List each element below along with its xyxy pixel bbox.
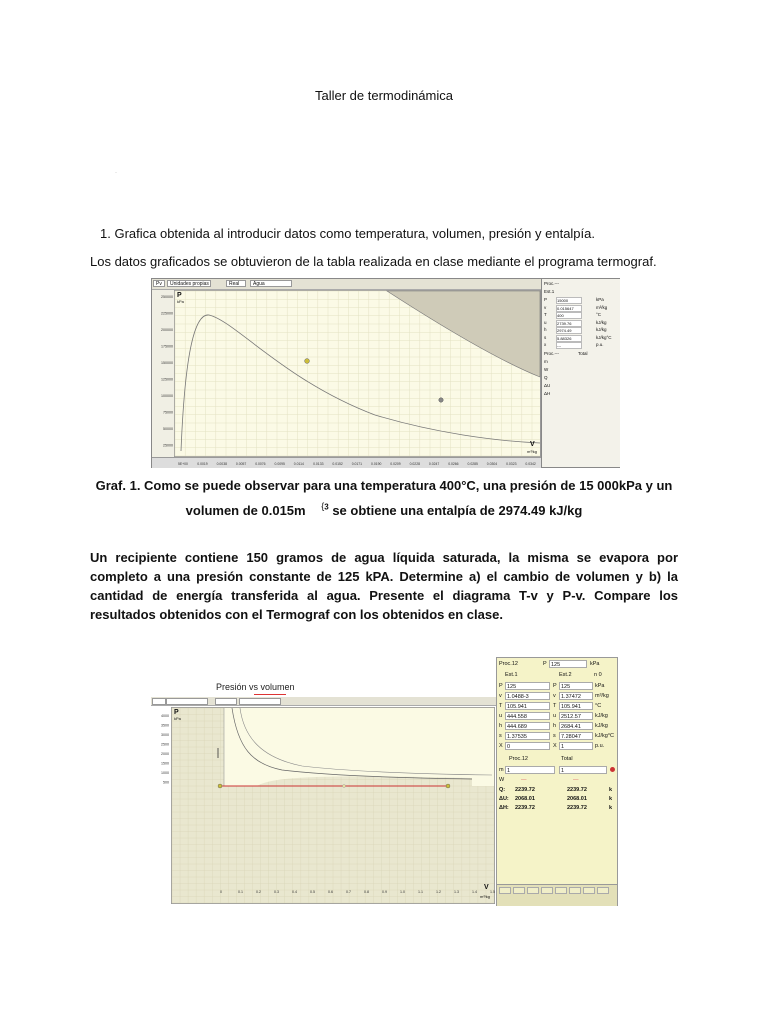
termograf-screenshot-1 (151, 278, 620, 468)
property-symbol: x (544, 342, 547, 347)
property-unit: kJ/kg (596, 319, 607, 325)
mode-select[interactable]: Pv (153, 280, 165, 287)
property-symbol: v (544, 304, 547, 310)
property-unit: °C (596, 312, 602, 317)
property-symbol-2: h (499, 723, 503, 729)
state1-value[interactable]: 444.558 (505, 712, 550, 720)
property-symbol: T (544, 312, 547, 317)
property-value[interactable]: 400 (556, 312, 582, 319)
property-unit-2: °C (595, 703, 602, 709)
result-value-1: 2068.01 (515, 796, 535, 802)
state1-value[interactable]: 125 (505, 682, 550, 690)
substance-select[interactable]: Agua (250, 280, 292, 287)
x-tick-label: 0.0076 (255, 462, 266, 466)
y-tick-label: 125000 (161, 377, 173, 382)
p-input[interactable]: 125 (549, 660, 587, 668)
state2-value[interactable]: 125 (559, 682, 593, 690)
mid-point (343, 785, 346, 788)
x-tick-label-2: 1.0 (400, 890, 405, 894)
mode-select-2[interactable] (152, 698, 166, 705)
y-axis-ticks-2 (151, 709, 171, 899)
x-tick-label-2: 0.9 (382, 890, 387, 894)
property-unit-2: kJ/kg°C (595, 733, 615, 739)
proc-select-2[interactable]: Proc.--- (544, 351, 559, 356)
state1-value[interactable]: 0 (505, 742, 550, 750)
pv-plot-area[interactable] (174, 290, 541, 457)
state1-value[interactable]: 444.689 (505, 722, 550, 730)
property-symbol-2b: P (553, 683, 557, 689)
x-tick-label: 0.0228 (409, 462, 420, 466)
proc12-label: Proc.12 (509, 756, 528, 762)
x-tick-label-2: 1.5 (490, 890, 495, 894)
property-unit-2: p.u. (595, 743, 605, 749)
property-symbol-2: s (499, 733, 502, 739)
properties-panel-2: Proc.12 P 125 kPa Est.1 Est.2 n 0 P 125 P 125 kPa v 1.0488-3 v 1.37472 m³/kg T 105.941 T 105.941 °C u 444.558 u 2512.57 kJ/kg h 444.689 h 2684.41 kJ/kg s 1.37535 s 7.28047 kJ/kg°C X 0 X 1 p.u. Proc.12 Total m 1 1 W — — Q: 2239.72 2239.72 k ΔU: 2068.01 2068.01 k ΔH: 2239.72 2239.72 k (496, 657, 618, 906)
property-symbol-2: X (499, 743, 503, 749)
x-tick-label: 0.0019 (197, 462, 208, 466)
flow-label: ΔU (544, 383, 551, 388)
tab-5[interactable] (555, 887, 567, 894)
x-tick-label-2: 0.5 (310, 890, 315, 894)
tab-7[interactable] (583, 887, 595, 894)
tab-3[interactable] (527, 887, 539, 894)
property-symbol-2b: u (553, 713, 557, 719)
y-tick-label: 200000 (161, 328, 173, 332)
x-tick-label-2: 0 (220, 890, 222, 894)
y-tick-label-2: 2500 (161, 742, 169, 747)
property-unit: kPa (596, 297, 604, 302)
result-label: Q: (499, 787, 506, 793)
y-tick-label-2: 3000 (161, 733, 169, 737)
model-select[interactable]: Real (226, 280, 246, 287)
y-tick-label-2: 1000 (161, 771, 169, 775)
w-label: W (499, 777, 505, 783)
p-unit: kPa (590, 661, 600, 667)
y-axis-ticks (154, 292, 174, 456)
x-tick-label: 0.0133 (313, 462, 324, 466)
result-label: ΔU: (499, 796, 509, 802)
state-1-label: Est.1 (505, 672, 518, 678)
p-axis-label-2: P (174, 709, 179, 716)
tab-2[interactable] (513, 887, 525, 894)
x-axis-strip[interactable] (152, 457, 541, 468)
pv-chart-svg-2 (172, 708, 494, 903)
x-tick-label: 0.0285 (467, 462, 478, 466)
v-axis-label: V (530, 441, 535, 448)
property-unit: m³/kg (596, 304, 608, 310)
p-axis-label: P (177, 292, 182, 299)
x-tick-label-2: 0.4 (292, 890, 297, 894)
state2-value[interactable]: 7.28047 (559, 732, 593, 740)
property-symbol-2: P (499, 683, 503, 689)
state1-value[interactable]: 105.941 (505, 702, 550, 710)
screenshot1-toolbar (152, 279, 541, 290)
spellcheck-underline (254, 694, 286, 695)
state2-value[interactable]: 1 (559, 742, 593, 750)
x-tick-label: 0.0038 (216, 462, 227, 466)
paragraph-data-source: Los datos graficados se obtuvieron de la tabla realizada en clase mediante el programa termograf. (90, 254, 657, 269)
state-label: Est.1 (544, 289, 555, 294)
property-symbol-2b: T (553, 703, 557, 709)
y-tick-label: 250000 (161, 295, 173, 299)
x-tick-label: 0.0190 (371, 462, 382, 466)
y-tick-label-2: 1500 (161, 761, 169, 766)
tab-1[interactable] (499, 887, 511, 894)
property-value[interactable]: 2739.76 (556, 320, 582, 327)
flow-label: W (544, 367, 549, 372)
x-tick-label: 0.0095 (274, 462, 285, 466)
stray-mark: · (115, 170, 117, 176)
total-label-2: Total (561, 756, 573, 762)
property-symbol: u (544, 319, 547, 325)
result-unit: k (609, 796, 613, 802)
y-tick-label: 175000 (161, 344, 173, 349)
state2-value[interactable]: 2512.57 (559, 712, 593, 720)
p-axis-unit: kPa (177, 299, 184, 304)
property-unit: kJ/kg (596, 327, 607, 332)
warning-icon[interactable] (610, 767, 615, 772)
caption-line-1: Graf. 1. Como se puede observar para una temperatura 400°C, una presión de 15 000kPa y un (95, 478, 673, 493)
flow-label: Q (544, 375, 548, 380)
x-tick-label-2: 1.4 (472, 890, 477, 894)
property-unit-2: m³/kg (595, 693, 609, 699)
x-tick-label: 0.0171 (351, 462, 363, 466)
x-tick-label: 0.0057 (235, 462, 247, 466)
total-label: Total (578, 351, 588, 356)
property-symbol: s (544, 334, 547, 340)
y-tick-label-2: 500 (163, 780, 169, 785)
x-tick-label: 0.0209 (390, 462, 401, 466)
result-unit: k (609, 805, 613, 811)
flow-label: ΔH (544, 391, 551, 396)
y-tick-label: 150000 (161, 361, 173, 365)
n-label: n 0 (594, 672, 602, 678)
y-tick-label: 100000 (161, 394, 173, 398)
property-unit-2: kJ/kg (595, 713, 608, 719)
y-tick-label-2: 4000 (161, 714, 169, 718)
property-unit-2: kJ/kg (595, 723, 608, 729)
property-symbol: P (544, 297, 548, 302)
property-symbol-2b: s (553, 733, 556, 739)
units-select-2[interactable] (166, 698, 208, 705)
x-tick-label-2: 0.1 (238, 890, 243, 894)
pv-plot-area-2[interactable] (171, 707, 495, 904)
state2-value[interactable]: 1.37472 (559, 692, 593, 700)
proc-select[interactable]: Proc.--- (544, 281, 559, 286)
x-tick-label-2: 1.1 (418, 890, 423, 894)
x-tick-label: 0.0304 (486, 462, 498, 466)
v-axis-label-2: V (484, 884, 489, 891)
property-unit: p.u. (596, 342, 604, 347)
p-label: P (543, 661, 547, 667)
property-value[interactable]: 2974.49 (556, 327, 582, 334)
y-tick-label: 50000 (163, 427, 173, 431)
result-value-2: 2239.72 (567, 787, 587, 793)
caption-line-2: volumen de 0.015m $^{\{3}$ se obtiene una entalpía de 2974.49 kJ/kg (185, 501, 583, 518)
result-label: ΔH: (499, 805, 509, 811)
x-tick-label: 5E+00 (178, 462, 188, 466)
p-axis-unit-2: kPa (174, 716, 181, 721)
model-select-2[interactable] (215, 698, 237, 705)
property-symbol-2: T (499, 703, 503, 709)
result-value-1: 2239.72 (515, 787, 535, 793)
caption-line-2-end: se obtiene una entalpía de 2974.49 kJ/kg (332, 503, 583, 518)
figure-caption (90, 476, 678, 521)
state1-value[interactable]: 1.37535 (505, 732, 550, 740)
state-2-point (446, 784, 450, 788)
property-symbol-2b: v (553, 693, 556, 699)
x-tick-label-2: 0.7 (346, 890, 351, 894)
state-point-2 (439, 398, 443, 402)
state2-value[interactable]: 105.941 (559, 702, 593, 710)
x-tick-label-2: 0.8 (364, 890, 369, 894)
state-point-1 (305, 359, 310, 364)
tab-6[interactable] (569, 887, 581, 894)
property-unit-2: kPa (595, 683, 605, 689)
property-symbol-2b: h (553, 723, 557, 729)
property-value[interactable]: --- (556, 342, 582, 349)
x-tick-label: 0.0342 (525, 462, 536, 466)
x-tick-label-2: 1.3 (454, 890, 459, 894)
units-select[interactable]: Unidades propias (167, 280, 211, 287)
caption-superscript: 3 (324, 502, 329, 512)
state2-value[interactable]: 2684.41 (559, 722, 593, 730)
property-value[interactable]: 5.88326 (556, 335, 582, 342)
y-tick-label: 25000 (163, 443, 173, 448)
caption-line-2-start: volumen de 0.015m (185, 503, 306, 518)
flow-label: m (544, 359, 548, 364)
document-title: Taller de termodinámica (314, 88, 453, 103)
m-input-2[interactable]: 1 (559, 766, 607, 774)
termograf-screenshot-2 (151, 657, 496, 904)
list-item-1: 1. Grafica obtenida al introducir datos como temperatura, volumen, presión y entalpía. (100, 226, 595, 241)
screenshot2-toolbar (151, 697, 496, 706)
property-value[interactable]: 0.015647 (556, 305, 582, 312)
v-axis-unit: m³/kg (527, 449, 537, 454)
property-unit: kJ/kg°C (596, 334, 612, 340)
property-value[interactable]: 15000 (556, 297, 582, 304)
supercritical-region (387, 291, 540, 377)
y-tick-label: 75000 (163, 410, 173, 415)
proc-label: Proc.12 (499, 661, 518, 667)
state-1-point (218, 784, 222, 788)
chart-title: Presión vs volumen (216, 682, 295, 692)
property-symbol: h (544, 327, 547, 332)
state-2-label: Est.2 (559, 672, 572, 678)
x-tick-label-2: 1.2 (436, 890, 441, 894)
result-value-2: 2068.01 (567, 796, 587, 802)
x-tick-label: 0.0266 (448, 462, 459, 466)
property-symbol-2b: X (553, 743, 557, 749)
result-value-2: 2239.72 (567, 805, 587, 811)
x-tick-label-2: 0.3 (274, 890, 279, 894)
y-tick-label-2: 3500 (161, 723, 169, 728)
substance-select-2[interactable] (239, 698, 281, 705)
x-tick-label: 0.0114 (293, 462, 304, 466)
pv-chart-svg (175, 291, 540, 456)
x-tick-label: 0.0323 (506, 462, 517, 466)
panel-tabs (497, 884, 617, 906)
state1-value[interactable]: 1.0488-3 (505, 692, 550, 700)
x-tick-label: 0.0247 (428, 462, 440, 466)
x-tick-label-2: 0.2 (256, 890, 261, 894)
x-tick-label-2: 0.6 (328, 890, 333, 894)
y-tick-label: 225000 (161, 311, 173, 316)
properties-panel-1 (541, 279, 620, 467)
v-axis-unit-2: m³/kg (480, 894, 490, 899)
problem-statement: Un recipiente contiene 150 gramos de agua líquida saturada, la misma se evapora por completo a una presión constante de 125 kPA. Determine a) el cambio de volumen y b) la cantidad de energía transferida al agua. Presente el diagrama T-v y P-v. Compare los resultados obtenidos con el Termograf con los obtenidos en clase. (90, 550, 678, 622)
property-symbol-2: u (499, 713, 503, 719)
result-value-1: 2239.72 (515, 805, 535, 811)
property-symbol-2: v (499, 693, 502, 699)
m-input-1[interactable]: 1 (505, 766, 555, 774)
x-tick-label: 0.0152 (332, 462, 343, 466)
tab-4[interactable] (541, 887, 553, 894)
tab-8[interactable] (597, 887, 609, 894)
result-unit: k (609, 787, 613, 793)
m-label: m (499, 767, 504, 773)
y-tick-label-2: 2000 (161, 752, 169, 756)
